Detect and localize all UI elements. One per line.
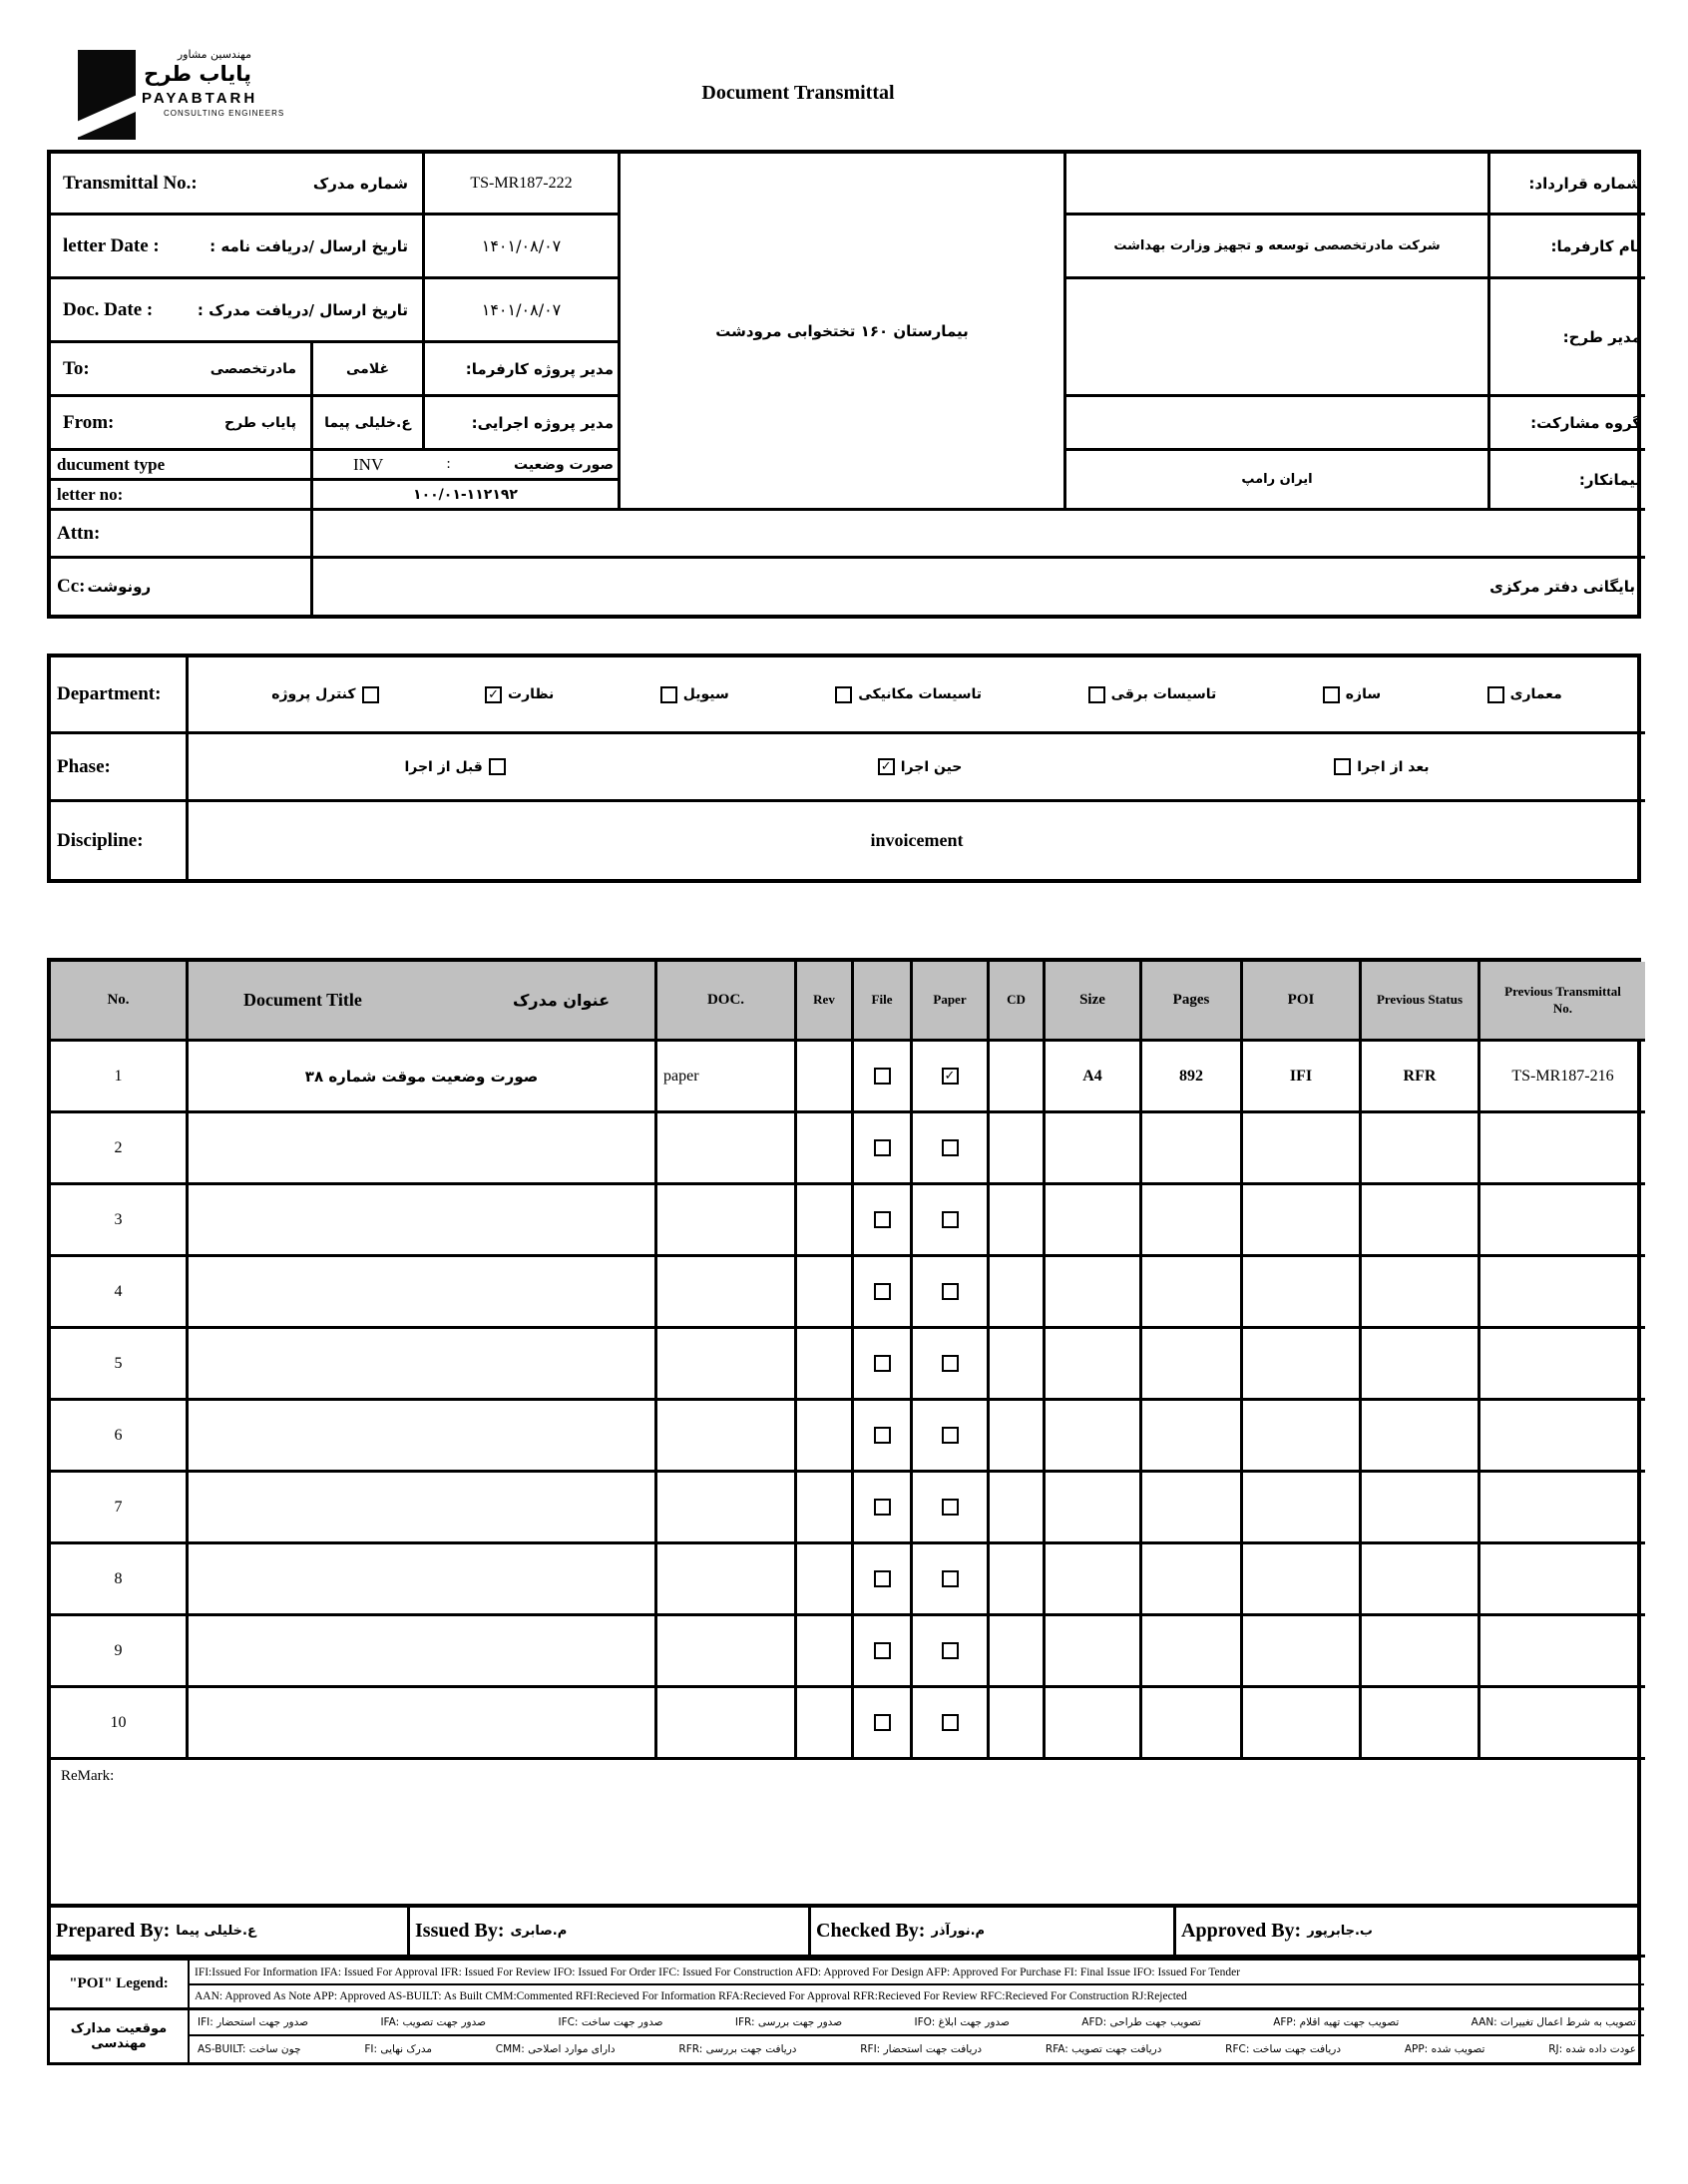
row-poi	[1243, 1185, 1362, 1257]
row-pages	[1142, 1185, 1243, 1257]
row-pages	[1142, 1544, 1243, 1616]
doc-type-label-cell	[51, 451, 313, 481]
row-paper-checkbox-cell	[913, 1329, 990, 1401]
discipline-value: invoicement	[870, 830, 964, 850]
row-doc: paper	[657, 1042, 797, 1113]
unchecked-checkbox[interactable]	[874, 1355, 891, 1372]
client-name: شرکت مادرتخصصی توسعه و تجهیز وزارت بهداشت	[1113, 238, 1441, 253]
legend-entry: RFC: دریافت جهت ساخت	[1225, 2043, 1342, 2055]
transmittal-info-table	[47, 150, 1641, 619]
row-prev-status: RFR	[1362, 1042, 1480, 1113]
checkbox-label: نظارت	[508, 686, 555, 702]
unchecked-checkbox[interactable]	[874, 1570, 891, 1587]
checkbox-label: حین اجرا	[900, 758, 963, 775]
legend-entry: AS-BUILT: چون ساخت	[198, 2043, 301, 2055]
approved-by-cell	[1176, 1908, 1645, 1958]
attn-label: Attn:	[57, 522, 101, 544]
legend-entry: FI: مدرک نهایی	[364, 2043, 432, 2055]
col-header-title-en: Document Title	[243, 990, 362, 1011]
checkbox-item	[878, 758, 963, 775]
checked-by-cell	[811, 1908, 1176, 1958]
unchecked-checkbox[interactable]	[1334, 758, 1351, 775]
row-prev-transmittal: TS-MR187-216	[1480, 1042, 1645, 1113]
row-poi	[1243, 1401, 1362, 1473]
doc-type-value: INV	[353, 454, 384, 474]
unchecked-checkbox[interactable]	[874, 1283, 891, 1300]
row-title	[189, 1401, 657, 1473]
letter-no-label: letter no:	[57, 484, 124, 504]
row-prev-transmittal	[1480, 1257, 1645, 1329]
row-prev-transmittal	[1480, 1401, 1645, 1473]
row-doc	[657, 1257, 797, 1329]
logo-fa-name: پایاب طرح	[144, 62, 251, 86]
row-cd	[990, 1473, 1046, 1544]
cc-label-en: Cc:	[57, 576, 86, 597]
row-title	[189, 1616, 657, 1688]
row-prev-status	[1362, 1329, 1480, 1401]
row-paper-checkbox-cell	[913, 1544, 990, 1616]
department-label-cell	[51, 657, 189, 734]
discipline-label-cell	[51, 802, 189, 879]
row-size: A4	[1046, 1042, 1142, 1113]
row-file-checkbox-cell	[854, 1688, 913, 1760]
unchecked-checkbox[interactable]	[362, 686, 379, 703]
unchecked-checkbox[interactable]	[874, 1642, 891, 1659]
checkbox-label: بعد از اجرا	[1357, 758, 1430, 775]
row-file-checkbox-cell	[854, 1329, 913, 1401]
row-no: 5	[51, 1329, 189, 1401]
letter-date-label-cell	[51, 216, 425, 279]
row-no: 3	[51, 1185, 189, 1257]
row-pages: 892	[1142, 1042, 1243, 1113]
client-pm-label: مدیر پروژه کارفرما:	[425, 343, 621, 397]
checkbox-label: تاسیسات برقی	[1110, 686, 1217, 702]
row-paper-checkbox-cell	[913, 1401, 990, 1473]
row-title	[189, 1473, 657, 1544]
row-poi	[1243, 1473, 1362, 1544]
row-prev-status	[1362, 1257, 1480, 1329]
legend-entry: CMM: دارای موارد اصلاحی	[495, 2043, 616, 2055]
row-prev-status	[1362, 1544, 1480, 1616]
transmittal-no-label-fa: شماره مدرک	[312, 174, 408, 193]
legend-entry: IFO: صدور جهت ابلاغ	[914, 2016, 1010, 2028]
row-doc	[657, 1544, 797, 1616]
col-header-doc: DOC.	[657, 962, 797, 1042]
checkbox-label: قبل از اجرا	[404, 758, 483, 775]
cc-value-cell	[313, 559, 1645, 615]
issued-by-label: Issued By:	[415, 1920, 505, 1942]
issued-by-name: م.صابری	[510, 1924, 568, 1939]
approved-by-label: Approved By:	[1181, 1920, 1302, 1942]
col-header-pages: Pages	[1142, 962, 1243, 1042]
letter-date-label-en: letter Date :	[63, 234, 160, 256]
row-rev	[797, 1616, 854, 1688]
row-cd	[990, 1544, 1046, 1616]
phase-checkbox-row	[189, 734, 1645, 802]
row-rev	[797, 1042, 854, 1113]
row-prev-status	[1362, 1113, 1480, 1185]
row-poi	[1243, 1688, 1362, 1760]
logo-en-name: PAYABTARH	[142, 90, 258, 107]
transmittal-no-value: TS-MR187-222	[425, 154, 621, 216]
cc-label-fa: رونوشت	[87, 578, 152, 596]
to-person: غلامی	[345, 360, 390, 377]
department-checkbox-row	[189, 657, 1645, 734]
letter-date-label-fa: تاریخ ارسال /دریافت نامه :	[210, 236, 408, 255]
row-rev	[797, 1544, 854, 1616]
from-label: From:	[63, 411, 115, 433]
row-cd	[990, 1113, 1046, 1185]
legend-entry: AAN: تصویب به شرط اعمال تغییرات	[1471, 2016, 1636, 2028]
poi-legend-label: "POI" Legend:	[50, 1961, 190, 2010]
row-doc	[657, 1473, 797, 1544]
issued-by-cell	[410, 1908, 811, 1958]
row-pages	[1142, 1616, 1243, 1688]
row-prev-status	[1362, 1401, 1480, 1473]
row-poi	[1243, 1329, 1362, 1401]
checkbox-item	[1334, 758, 1429, 775]
project-name-cell	[621, 154, 1066, 511]
poi-legend-fa-line1	[190, 2010, 1644, 2036]
row-file-checkbox-cell	[854, 1113, 913, 1185]
legend-entry: IFI: صدور جهت استحضار	[198, 2016, 309, 2028]
legend-entry: RJ: عودت داده شده	[1548, 2043, 1636, 2055]
legend-entry: IFA: صدور جهت تصویب	[380, 2016, 487, 2028]
row-file-checkbox-cell	[854, 1544, 913, 1616]
unchecked-checkbox[interactable]	[942, 1139, 959, 1156]
unchecked-checkbox[interactable]	[942, 1427, 959, 1444]
logo-fa-tagline: مهندسین مشاور	[177, 48, 251, 61]
legend-entry: AFP: تصویب جهت تهیه اقلام	[1273, 2016, 1400, 2028]
row-rev	[797, 1688, 854, 1760]
row-cd	[990, 1042, 1046, 1113]
unchecked-checkbox[interactable]	[942, 1283, 959, 1300]
unchecked-checkbox[interactable]	[942, 1355, 959, 1372]
row-pages	[1142, 1401, 1243, 1473]
row-pages	[1142, 1688, 1243, 1760]
exec-pm-label: مدیر پروژه اجرایی:	[425, 397, 621, 451]
checked-checkbox[interactable]: ✓	[485, 686, 502, 703]
signature-row	[47, 1904, 1641, 1962]
row-no: 8	[51, 1544, 189, 1616]
row-prev-transmittal	[1480, 1473, 1645, 1544]
approved-by-name: ب.جابرپور	[1307, 1924, 1373, 1939]
legend-entry: RFR: دریافت جهت بررسی	[678, 2043, 797, 2055]
unchecked-checkbox[interactable]	[874, 1211, 891, 1228]
prepared-by-cell	[51, 1908, 410, 1958]
partnership-value	[1066, 397, 1490, 451]
row-title	[189, 1688, 657, 1760]
unchecked-checkbox[interactable]	[942, 1211, 959, 1228]
row-no: 2	[51, 1113, 189, 1185]
cc-value: بایگانی دفتر مرکزی	[1489, 578, 1635, 596]
client-name-cell	[1066, 216, 1490, 279]
department-label: Department:	[57, 683, 162, 704]
col-header-title	[189, 962, 657, 1042]
row-doc	[657, 1329, 797, 1401]
doc-type-fa: صورت وضعیت	[514, 456, 614, 473]
unchecked-checkbox[interactable]	[874, 1714, 891, 1731]
contract-no-value	[1066, 154, 1490, 216]
row-size	[1046, 1401, 1142, 1473]
from-person: ع.خلیلی پیما	[324, 414, 411, 431]
row-file-checkbox-cell	[854, 1473, 913, 1544]
design-mgr-label: مدیر طرح:	[1490, 279, 1645, 397]
checkbox-item	[660, 686, 729, 703]
checkbox-label: کنترل پروژه	[271, 686, 356, 702]
row-pages	[1142, 1473, 1243, 1544]
row-prev-status	[1362, 1616, 1480, 1688]
row-title	[189, 1257, 657, 1329]
transmittal-no-label-cell	[51, 154, 425, 216]
to-cell	[51, 343, 313, 397]
to-person-cell	[313, 343, 425, 397]
remark-label: ReMark:	[61, 1768, 115, 1784]
transmittal-no-label-en: Transmittal No.:	[63, 172, 198, 194]
row-no: 4	[51, 1257, 189, 1329]
remark-cell	[51, 1760, 1645, 1905]
contractor-value: ایران رامپ	[1241, 472, 1313, 487]
legend-entry: IFR: صدور جهت بررسی	[734, 2016, 843, 2028]
letter-date-value: ۱۴۰۱/۰۸/۰۷	[425, 216, 621, 279]
row-cd	[990, 1688, 1046, 1760]
checkbox-item	[1323, 686, 1381, 703]
row-title	[189, 1185, 657, 1257]
page-title: Document Transmittal	[701, 82, 895, 104]
checkbox-item	[1088, 686, 1217, 703]
row-doc	[657, 1185, 797, 1257]
project-name: بیمارستان ۱۶۰ تختخوابی مرودشت	[715, 321, 969, 340]
row-poi	[1243, 1544, 1362, 1616]
legend-entry: RFI: دریافت جهت استحضار	[860, 2043, 983, 2055]
row-rev	[797, 1185, 854, 1257]
checkbox-label: تاسیسات مکانیکی	[858, 686, 983, 702]
checkbox-label: معماری	[1509, 686, 1562, 702]
row-poi	[1243, 1616, 1362, 1688]
doc-type-separator: :	[446, 456, 451, 472]
client-label: نام کارفرما:	[1490, 216, 1645, 279]
checkbox-label: سیویل	[682, 686, 729, 702]
design-mgr-value	[1066, 279, 1490, 397]
row-prev-status	[1362, 1473, 1480, 1544]
legend-entry: IFC: صدور جهت ساخت	[558, 2016, 663, 2028]
checked-checkbox[interactable]: ✓	[942, 1068, 959, 1085]
checked-by-label: Checked By:	[816, 1920, 926, 1942]
partnership-label: گروه مشارکت:	[1490, 397, 1645, 451]
unchecked-checkbox[interactable]	[835, 686, 852, 703]
unchecked-checkbox[interactable]	[1088, 686, 1105, 703]
col-header-cd: CD	[990, 962, 1046, 1042]
row-cd	[990, 1401, 1046, 1473]
unchecked-checkbox[interactable]	[942, 1570, 959, 1587]
row-no: 1	[51, 1042, 189, 1113]
row-poi: IFI	[1243, 1042, 1362, 1113]
row-prev-transmittal	[1480, 1185, 1645, 1257]
row-no: 6	[51, 1401, 189, 1473]
row-paper-checkbox-cell	[913, 1257, 990, 1329]
logo-en-tagline: CONSULTING ENGINEERS	[164, 109, 285, 118]
contract-no-label: شماره قرارداد:	[1490, 154, 1645, 216]
row-prev-status	[1362, 1688, 1480, 1760]
doc-date-label-fa: تاریخ ارسال /دریافت مدرک :	[197, 300, 408, 319]
poi-legend-en-line2: AAN: Approved As Note APP: Approved AS-BUILT: As Built CMM:Commented RFI:Recieved For Information RFA:Recieved For Approval RFR:Recieved For Review RFC:Recieved For Construction RJ:Rejected	[190, 1985, 1644, 2010]
row-no: 10	[51, 1688, 189, 1760]
row-paper-checkbox-cell	[913, 1473, 990, 1544]
unchecked-checkbox[interactable]	[660, 686, 677, 703]
row-file-checkbox-cell	[854, 1401, 913, 1473]
checkbox-label: سازه	[1345, 686, 1382, 702]
unchecked-checkbox[interactable]	[874, 1499, 891, 1516]
unchecked-checkbox[interactable]	[1323, 686, 1340, 703]
row-pages	[1142, 1329, 1243, 1401]
row-doc	[657, 1401, 797, 1473]
unchecked-checkbox[interactable]	[942, 1642, 959, 1659]
row-paper-checkbox-cell	[913, 1113, 990, 1185]
contractor-value-cell	[1066, 451, 1490, 511]
row-rev	[797, 1401, 854, 1473]
poi-legend-en-line1: IFI:Issued For Information IFA: Issued For Approval IFR: Issued For Review IFO: Issued For Order IFC: Issued For Construction AFD: Approved For Design AFP: Approved For Purchase FI: Final Issue IFO: Issued For Tender	[190, 1961, 1644, 1985]
unchecked-checkbox[interactable]	[874, 1139, 891, 1156]
row-cd	[990, 1185, 1046, 1257]
row-size	[1046, 1185, 1142, 1257]
document-list-table	[47, 958, 1641, 1909]
row-cd	[990, 1329, 1046, 1401]
phase-label: Phase:	[57, 755, 111, 777]
row-paper-checkbox-cell	[913, 1688, 990, 1760]
col-header-prev-transmittal: Previous Transmittal No.	[1480, 962, 1645, 1042]
col-header-paper: Paper	[913, 962, 990, 1042]
from-person-cell	[313, 397, 425, 451]
cc-label-cell	[51, 559, 313, 615]
row-no: 9	[51, 1616, 189, 1688]
attn-label-cell	[51, 511, 313, 559]
to-label: To:	[63, 357, 90, 379]
row-pages	[1142, 1113, 1243, 1185]
doc-date-value: ۱۴۰۱/۰۸/۰۷	[425, 279, 621, 343]
row-rev	[797, 1113, 854, 1185]
contractor-label: پیمانکار:	[1490, 451, 1645, 511]
col-header-rev: Rev	[797, 962, 854, 1042]
row-size	[1046, 1544, 1142, 1616]
row-size	[1046, 1616, 1142, 1688]
poi-legend-fa-line2	[190, 2036, 1644, 2062]
row-prev-transmittal	[1480, 1688, 1645, 1760]
classification-table	[47, 654, 1641, 883]
checked-by-name: م.نورآذر	[931, 1924, 986, 1939]
row-title	[189, 1329, 657, 1401]
unchecked-checkbox[interactable]	[489, 758, 506, 775]
col-header-no: No.	[51, 962, 189, 1042]
doc-date-label-en: Doc. Date :	[63, 298, 154, 320]
row-cd	[990, 1616, 1046, 1688]
row-rev	[797, 1329, 854, 1401]
row-rev	[797, 1473, 854, 1544]
col-header-poi: POI	[1243, 962, 1362, 1042]
row-pages	[1142, 1257, 1243, 1329]
checked-checkbox[interactable]: ✓	[878, 758, 895, 775]
from-value: پایاب طرح	[224, 414, 296, 431]
row-doc	[657, 1616, 797, 1688]
letter-no-value: ۱۰۰/۰۱-۱۱۲۱۹۲	[313, 481, 621, 511]
row-cd	[990, 1257, 1046, 1329]
checkbox-item	[404, 758, 505, 775]
checkbox-item	[485, 686, 554, 703]
unchecked-checkbox[interactable]	[942, 1499, 959, 1516]
checkbox-item	[271, 686, 378, 703]
doc-date-label-cell	[51, 279, 425, 343]
col-header-size: Size	[1046, 962, 1142, 1042]
phase-label-cell	[51, 734, 189, 802]
row-title	[189, 1544, 657, 1616]
legend-entry: APP: تصویب شده	[1404, 2043, 1485, 2055]
col-header-title-fa: عنوان مدرک	[513, 990, 610, 1010]
col-header-prev-status: Previous Status	[1362, 962, 1480, 1042]
row-doc	[657, 1688, 797, 1760]
unchecked-checkbox[interactable]	[1487, 686, 1504, 703]
poi-legend-table	[47, 1958, 1641, 2065]
checkbox-item	[1487, 686, 1562, 703]
legend-entry: AFD: تصویب جهت طراحی	[1081, 2016, 1201, 2028]
unchecked-checkbox[interactable]	[942, 1714, 959, 1731]
row-size	[1046, 1113, 1142, 1185]
row-file-checkbox-cell	[854, 1185, 913, 1257]
checkbox-item	[835, 686, 982, 703]
row-file-checkbox-cell	[854, 1257, 913, 1329]
row-prev-transmittal	[1480, 1329, 1645, 1401]
unchecked-checkbox[interactable]	[874, 1427, 891, 1444]
row-title	[189, 1113, 657, 1185]
to-value: مادرتخصصی	[210, 360, 296, 377]
discipline-label: Discipline:	[57, 829, 144, 851]
row-prev-transmittal	[1480, 1113, 1645, 1185]
legend-entry: RFA: دریافت جهت تصویب	[1045, 2043, 1162, 2055]
row-paper-checkbox-cell	[913, 1042, 990, 1113]
row-prev-status	[1362, 1185, 1480, 1257]
row-file-checkbox-cell	[854, 1616, 913, 1688]
row-prev-transmittal	[1480, 1544, 1645, 1616]
row-doc	[657, 1113, 797, 1185]
row-no: 7	[51, 1473, 189, 1544]
letter-no-label-cell	[51, 481, 313, 511]
row-prev-transmittal	[1480, 1616, 1645, 1688]
row-size	[1046, 1688, 1142, 1760]
prepared-by-name: ع.خلیلی پیما	[176, 1924, 256, 1939]
col-header-file: File	[854, 962, 913, 1042]
row-size	[1046, 1257, 1142, 1329]
row-paper-checkbox-cell	[913, 1185, 990, 1257]
row-rev	[797, 1257, 854, 1329]
row-title: صورت وضعیت موقت شماره ۳۸	[189, 1042, 657, 1113]
from-cell	[51, 397, 313, 451]
doc-status-legend-label: موقعیت مدارک مهندسی	[50, 2010, 190, 2062]
row-file-checkbox-cell	[854, 1042, 913, 1113]
row-paper-checkbox-cell	[913, 1616, 990, 1688]
row-poi	[1243, 1257, 1362, 1329]
attn-value	[313, 511, 1645, 559]
prepared-by-label: Prepared By:	[56, 1920, 171, 1942]
row-poi	[1243, 1113, 1362, 1185]
doc-type-label: ducument type	[57, 454, 166, 474]
doc-type-value-cell	[313, 451, 621, 481]
row-size	[1046, 1473, 1142, 1544]
row-size	[1046, 1329, 1142, 1401]
unchecked-checkbox[interactable]	[874, 1068, 891, 1085]
